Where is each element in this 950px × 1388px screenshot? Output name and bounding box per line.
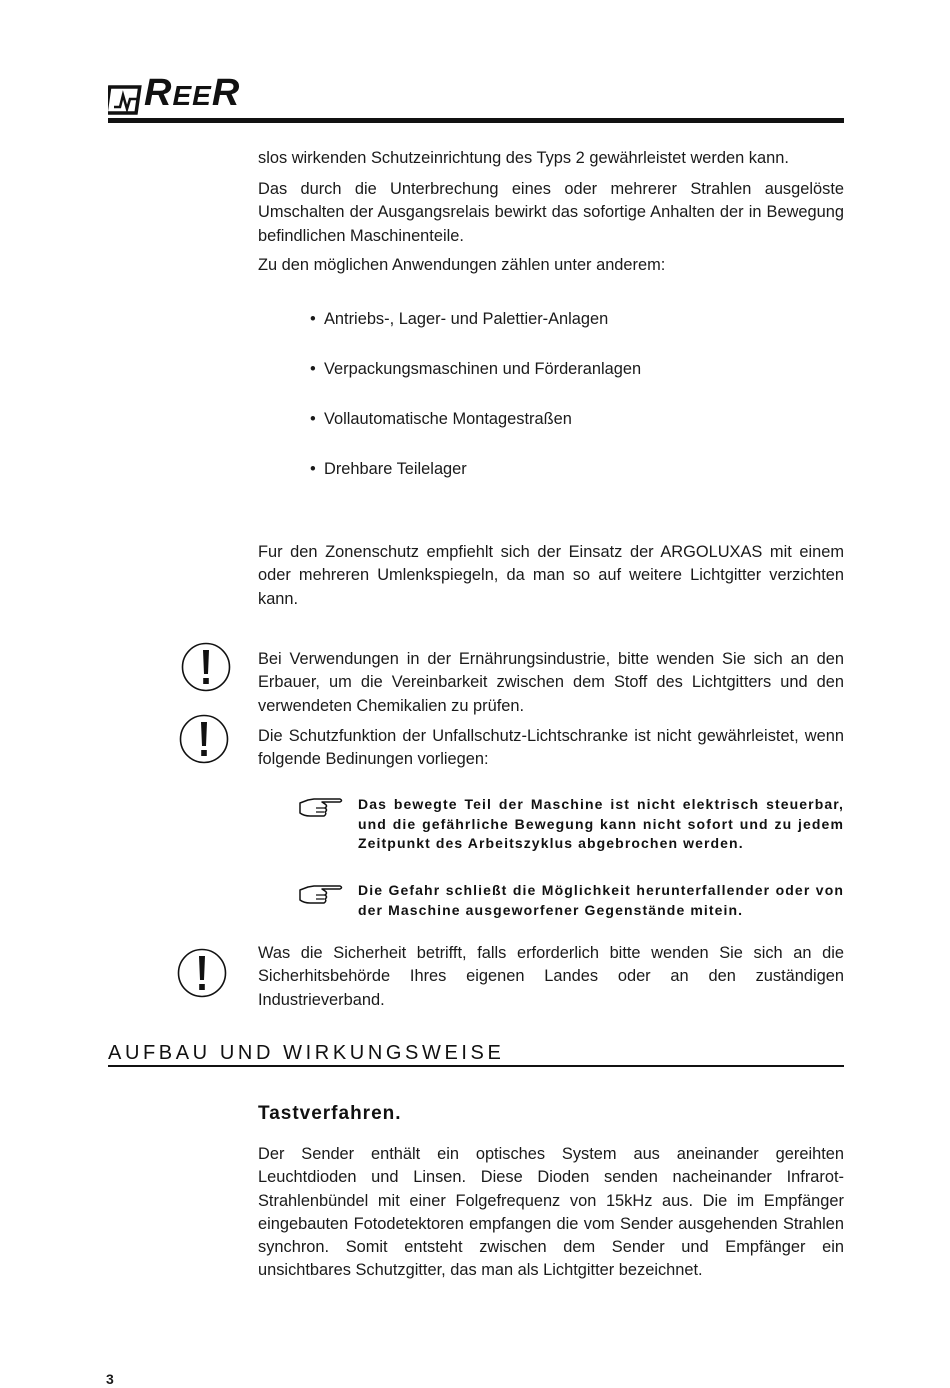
reer-logo — [108, 74, 240, 115]
page-number: 3 — [106, 1371, 114, 1387]
logo-graph-icon — [108, 85, 142, 115]
list-item: • Antriebs-, Lager- und Palettier-Anlagen — [310, 310, 609, 328]
paragraph-protection-not-guaranteed: Die Schutzfunktion der Unfallschutz-Lichtschranke ist nicht gewährleistet, wenn folgende Bedinungen vorliegen: — [258, 727, 844, 769]
paragraph-zone-protection: Fur den Zonenschutz empfiehlt sich der Einsatz der ARGOLUXAS mit einem oder mehreren Umlenkspiegeln, da man so auf weitere Lichtgitter verzichten kann. — [258, 543, 844, 608]
pointing-hand-icon — [298, 882, 344, 906]
paragraph-safety-authority: Was die Sicherheit betrifft, falls erforderlich bitte wenden Sie sich an die Sicherhitsbehörde Ihres eigenen Landes oder an den zuständigen Industrieverband. — [258, 944, 844, 1009]
paragraph-sender-description: Der Sender enthält ein optisches System aus aneinander gereihten Leuchtdioden und Linsen. Diese Dioden senden nacheinander Infrarot-Strahlenbündel mit einer Folgefrequenz von 15kHz aus. Die im Empfänger eingebauten Fotodetektoren empfangen die vom Sender ausgehenden Strahlen synchron. Somit entsteht zwischen dem Sender und Empfänger ein unsichtbares Schutzgitter, das man als Lichtgitter bezeichnet. — [258, 1145, 844, 1280]
logo-text: REER — [144, 72, 241, 114]
paragraph-food-industry: Bei Verwendungen in der Ernährungsindustrie, bitte wenden Sie sich an den Erbauer, um die Vereinbarkeit zwischen dem Stoff des Lichtgitters und den verwendeten Chemikalien zu prüfen. — [258, 650, 844, 715]
pointing-hand-icon — [298, 795, 344, 819]
paragraph-applications-intro: Zu den möglichen Anwendungen zählen unter anderem: — [258, 256, 666, 274]
exclamation-circle-icon — [176, 947, 228, 999]
list-item: • Verpackungsmaschinen und Förderanlagen — [310, 360, 642, 378]
exclamation-circle-icon — [178, 713, 230, 765]
list-item: • Vollautomatische Montagestraßen — [310, 410, 572, 428]
exclamation-circle-icon — [180, 641, 232, 693]
section-title: AUFBAU UND WIRKUNGSWEISE — [108, 1042, 505, 1064]
paragraph-continuation: slos wirkenden Schutzeinrichtung des Typs 2 gewährleistet werden kann. — [258, 149, 789, 167]
note-falling-objects: Die Gefahr schließt die Möglichkeit herunterfallender oder von der Maschine ausgeworfener Gegenstände mitein. — [358, 882, 844, 918]
list-item: • Drehbare Teilelager — [310, 460, 467, 478]
note-machine-not-controllable: Das bewegte Teil der Maschine ist nicht elektrisch steuerbar, und die gefährliche Bewegung kann nicht sofort und zu jedem Zeitpunkt des Arbeitszyklus abgebrochen werden. — [358, 796, 844, 851]
subsection-title: Tastverfahren. — [258, 1103, 402, 1124]
section-rule — [108, 1065, 844, 1067]
paragraph-interruption: Das durch die Unterbrechung eines oder mehrerer Strahlen ausgelöste Umschalten der Ausgangsrelais bewirkt das sofortige Anhalten der in Bewegung befindlichen Maschinenteile. — [258, 180, 844, 245]
header-rule — [108, 118, 844, 123]
